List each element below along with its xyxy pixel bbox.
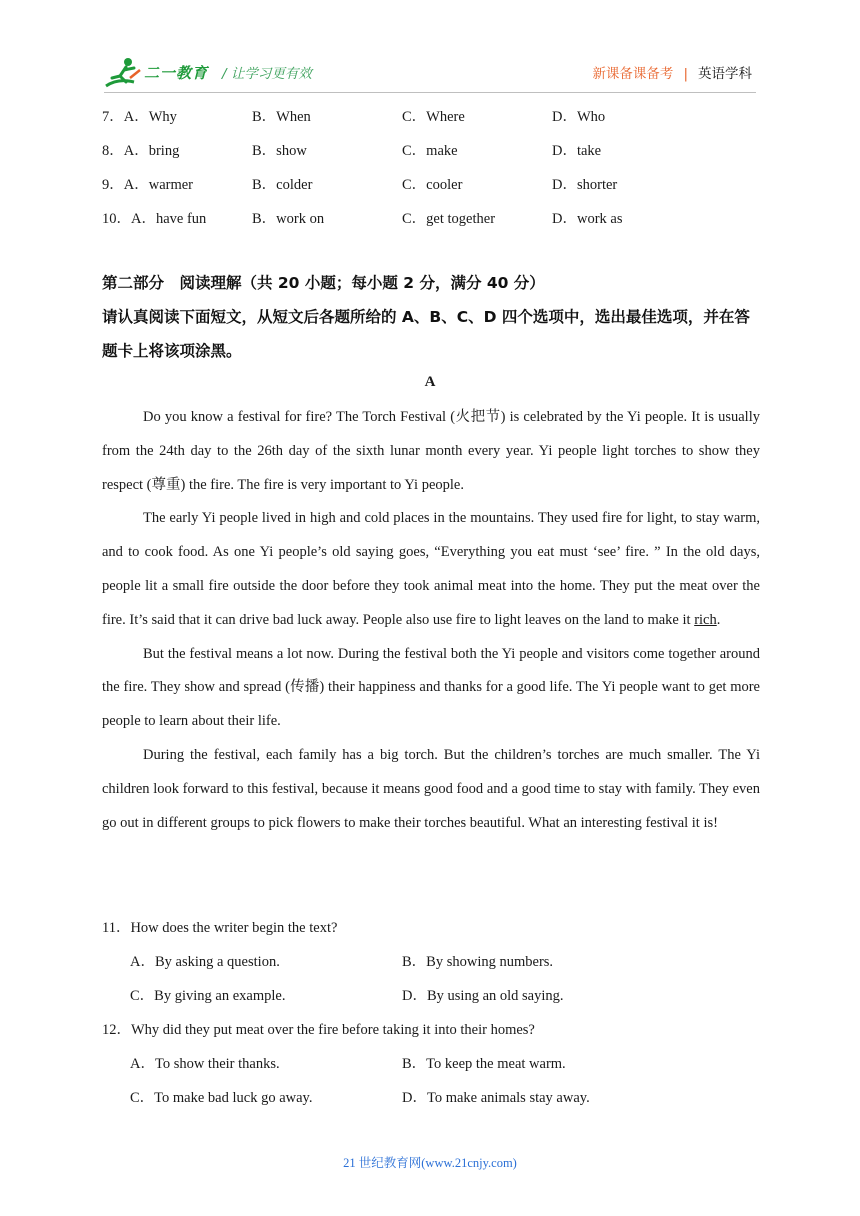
paragraph-2-text: The early Yi people lived in high and cold places in the mountains. They used fire for light, to stay warm, and to cook food. As one Yi people’s old saying goes, “Everything you eat must ‘see’ fire. ” In the old days, people lit a small fire outside the door before they took animal meat into the home. They put the meat over the fire. It’s said that it can drive bad luck away. People also use fire to light leaves on the land to make it <box>102 510 760 628</box>
option-b: B．show <box>252 143 307 159</box>
option-a: 8．A．bring <box>102 143 180 159</box>
header-subject <box>592 62 752 82</box>
section-heading <box>102 266 762 368</box>
reading-passage <box>102 401 760 840</box>
option-d: D．take <box>552 143 602 159</box>
answer-option: B．By showing numbers. <box>402 954 554 970</box>
option-d: D．work as <box>552 211 623 227</box>
page-header <box>0 0 860 100</box>
answer-option: C．To make bad luck go away. <box>130 1090 313 1106</box>
paragraph-1: Do you know a festival for fire? The Torch Festival (火把节) is celebrated by the Yi people. It is usually from the 24th day to the 26th day of the sixth lunar month every year. Yi people light torches to show they respect (尊重) the fire. The fire is very important to Yi people. <box>102 409 760 493</box>
option-a: 10．A．have fun <box>102 211 207 227</box>
footer-source-link[interactable]: 21 世纪教育网(www.21cnjy.com) <box>343 1156 517 1170</box>
option-b: B．work on <box>252 211 325 227</box>
option-c: C．make <box>402 143 458 159</box>
answer-option: A．To show their thanks. <box>130 1056 280 1072</box>
logo <box>104 56 214 90</box>
paragraph-4: During the festival, each family has a big torch. But the children’s torches are much smaller. The Yi children look forward to this festival, because it means good food and a good time to stay with family. They even go out in different groups to pick flowers to make their torches beautiful. What an interesting festival it is! <box>102 746 760 831</box>
option-c: C．get together <box>402 211 496 227</box>
option-d: D．Who <box>552 109 606 125</box>
option-a: 7．A．Why <box>102 109 177 125</box>
header-tagline: 新课备课备考 <box>592 66 674 82</box>
header-rule <box>104 92 756 93</box>
slogan: / 让学习更有效 <box>222 66 312 82</box>
section-instruction: 请认真阅读下面短文，从短文后各题所给的 A、B、C、D 四个选项中，选出最佳选项，并在答题卡上将该项涂黑。 <box>102 308 750 360</box>
answer-option: D．By using an old saying. <box>402 988 564 1004</box>
option-b: B．When <box>252 109 311 125</box>
question-stem: 11．How does the writer begin the text? <box>102 920 338 936</box>
option-b: B．colder <box>252 177 313 193</box>
header-subject-label: 英语学科 <box>698 66 752 82</box>
answer-option: B．To keep the meat warm. <box>402 1056 566 1072</box>
paragraph-3: But the festival means a lot now. During the festival both the Yi people and visitors come together around the fire. They show and spread (传播) their happiness and thanks for a good life. The Yi people want to get more people to learn about their life. <box>102 645 760 730</box>
answer-option: A．By asking a question. <box>130 954 280 970</box>
passage-label: A <box>424 374 436 390</box>
underlined-word: rich <box>694 611 717 628</box>
option-c: C．Where <box>402 109 465 125</box>
runner-logo-icon <box>104 56 144 90</box>
paragraph-2 <box>102 502 760 637</box>
section-title: 第二部分 阅读理解（共 20 小题；每小题 2 分，满分 40 分） <box>102 274 545 292</box>
paragraph-2-end: . <box>716 611 721 628</box>
header-divider: | <box>683 66 688 82</box>
answer-option: D．To make animals stay away. <box>402 1090 590 1106</box>
question-stem: 12．Why did they put meat over the fire before taking it into their homes? <box>102 1022 535 1038</box>
option-c: C．cooler <box>402 177 463 193</box>
option-d: D．shorter <box>552 177 618 193</box>
logo-text: 二一教育 <box>144 64 209 82</box>
answer-option: C．By giving an example. <box>130 988 286 1004</box>
option-a: 9．A．warmer <box>102 177 194 193</box>
